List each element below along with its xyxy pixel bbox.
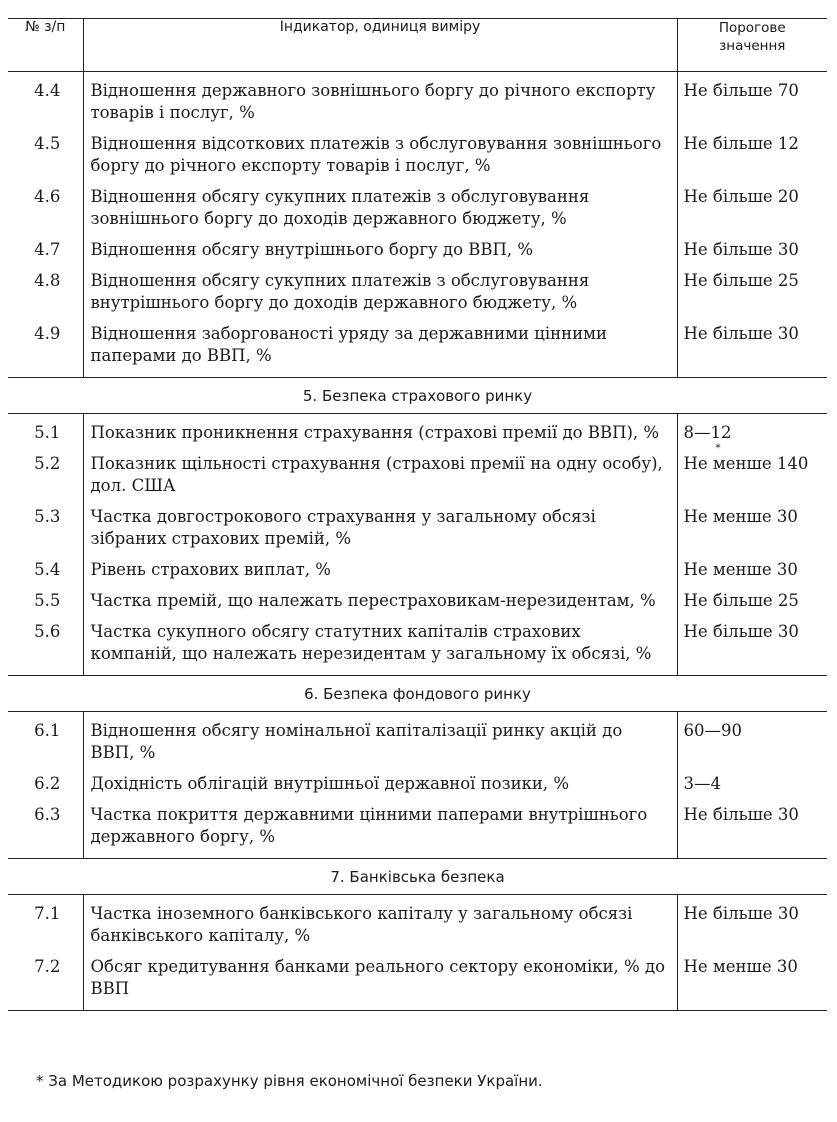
- header-threshold-line2: значення: [719, 38, 786, 54]
- table-row: [8, 951, 827, 1011]
- section-title-stock-market: 6. Безпека фондового ринку: [8, 676, 827, 712]
- row-number: 7.2: [34, 957, 61, 976]
- row-indicator: Частка покриття державними цінними паперами внутрішнього державного боргу, %: [83, 799, 677, 859]
- table-row: [8, 895, 827, 952]
- row-number: 5.3: [34, 507, 61, 526]
- row-threshold: Не більше 30: [683, 805, 799, 824]
- row-indicator: Дохідність облігацій внутрішньої державної позики, %: [83, 768, 677, 799]
- row-threshold: Не більше 30: [683, 240, 799, 259]
- row-number: 4.9: [34, 324, 61, 343]
- row-indicator: Відношення відсоткових платежів з обслуговування зовнішнього боргу до річного експорту товарів і послуг, %: [83, 128, 677, 181]
- row-indicator: Відношення обсягу сукупних платежів з обслуговування зовнішнього боргу до доходів державного бюджету, %: [83, 181, 677, 234]
- table-row: [8, 448, 827, 501]
- section-row: [8, 859, 827, 895]
- table-row: [8, 585, 827, 616]
- table-row: [8, 234, 827, 265]
- table-row: [8, 501, 827, 554]
- row-threshold: Не менше 30: [683, 560, 798, 579]
- row-indicator: Частка сукупного обсягу статутних капіталів страхових компаній, що належать нерезидентам у загальному їх обсязі, %: [83, 616, 677, 676]
- table-header-row: [8, 19, 827, 72]
- row-indicator: Показник щільності страхування (страхові премії на одну особу), дол. США: [83, 448, 677, 501]
- header-threshold: [677, 19, 827, 72]
- table-row: [8, 72, 827, 129]
- table-row: [8, 712, 827, 769]
- row-indicator: Відношення обсягу сукупних платежів з обслуговування внутрішнього боргу до доходів державного бюджету, %: [83, 265, 677, 318]
- row-threshold: Не менше 30: [683, 507, 798, 526]
- row-number: 6.2: [34, 774, 61, 793]
- row-indicator: Частка довгострокового страхування у загальному обсязі зібраних страхових премій, %: [83, 501, 677, 554]
- table-row: [8, 768, 827, 799]
- row-threshold: 60—90: [683, 721, 742, 740]
- table-row: [8, 414, 827, 449]
- row-threshold: 3—4: [683, 774, 721, 793]
- table-row: [8, 318, 827, 378]
- row-number: 5.2: [34, 454, 61, 473]
- row-threshold: Не більше 30: [683, 324, 799, 343]
- row-number: 5.1: [34, 423, 61, 442]
- row-indicator: Обсяг кредитування банками реального сектору економіки, % до ВВП: [83, 951, 677, 1011]
- row-threshold: Не більше 20: [683, 187, 799, 206]
- row-threshold: Не більше 30: [683, 622, 799, 641]
- section-row: [8, 676, 827, 712]
- row-number: 4.7: [34, 240, 61, 259]
- row-indicator: Відношення обсягу внутрішнього боргу до ВВП, %: [83, 234, 677, 265]
- row-number: 7.1: [34, 904, 61, 923]
- row-threshold: Не менше 140: [683, 454, 809, 473]
- row-threshold: Не більше 25: [683, 271, 799, 290]
- row-indicator: Показник проникнення страхування (страхові премії до ВВП), %: [83, 414, 677, 449]
- row-threshold: Не більше 25: [683, 591, 799, 610]
- row-number: 6.1: [34, 721, 61, 740]
- row-threshold: Не менше 30: [683, 957, 798, 976]
- table-row: [8, 799, 827, 859]
- header-threshold-line1: Порогове: [718, 20, 786, 36]
- section-title-banking: 7. Банківська безпека: [8, 859, 827, 895]
- table-row: [8, 128, 827, 181]
- row-number: 4.6: [34, 187, 61, 206]
- row-number: 5.5: [34, 591, 61, 610]
- row-indicator: Відношення обсягу номінальної капіталізації ринку акцій до ВВП, %: [83, 712, 677, 769]
- table-row: [8, 181, 827, 234]
- threshold-value: 8—12: [683, 423, 732, 442]
- row-number: 4.5: [34, 134, 61, 153]
- table-row: [8, 265, 827, 318]
- section-title-insurance: 5. Безпека страхового ринку: [8, 378, 827, 414]
- row-number: 6.3: [34, 805, 61, 824]
- row-number: 4.4: [34, 81, 61, 100]
- row-threshold: Не більше 30: [683, 904, 799, 923]
- row-indicator: Рівень страхових виплат, %: [83, 554, 677, 585]
- section-row: [8, 378, 827, 414]
- row-threshold: Не більше 12: [683, 134, 799, 153]
- row-indicator: Відношення державного зовнішнього боргу до річного експорту товарів і послуг, %: [83, 72, 677, 129]
- header-indicator: Індикатор, одиниця виміру: [83, 19, 677, 72]
- row-number: 5.4: [34, 560, 61, 579]
- indicators-table: [8, 18, 827, 1011]
- footnote: * За Методикою розрахунку рівня економічної безпеки України.: [36, 1072, 543, 1090]
- row-threshold: [677, 414, 827, 454]
- row-threshold: Не більше 70: [683, 81, 799, 100]
- row-indicator: Частка премій, що належать перестраховикам-нерезидентам, %: [83, 585, 677, 616]
- row-indicator: Відношення заборгованості уряду за державними цінними паперами до ВВП, %: [83, 318, 677, 378]
- table-row: [8, 616, 827, 676]
- header-number: № з/п: [8, 19, 83, 72]
- row-indicator: Частка іноземного банківського капіталу у загальному обсязі банківського капіталу, %: [83, 895, 677, 952]
- row-number: 4.8: [34, 271, 61, 290]
- row-number: 5.6: [34, 622, 61, 641]
- table-row: [8, 554, 827, 585]
- footnote-mark: *: [715, 443, 721, 454]
